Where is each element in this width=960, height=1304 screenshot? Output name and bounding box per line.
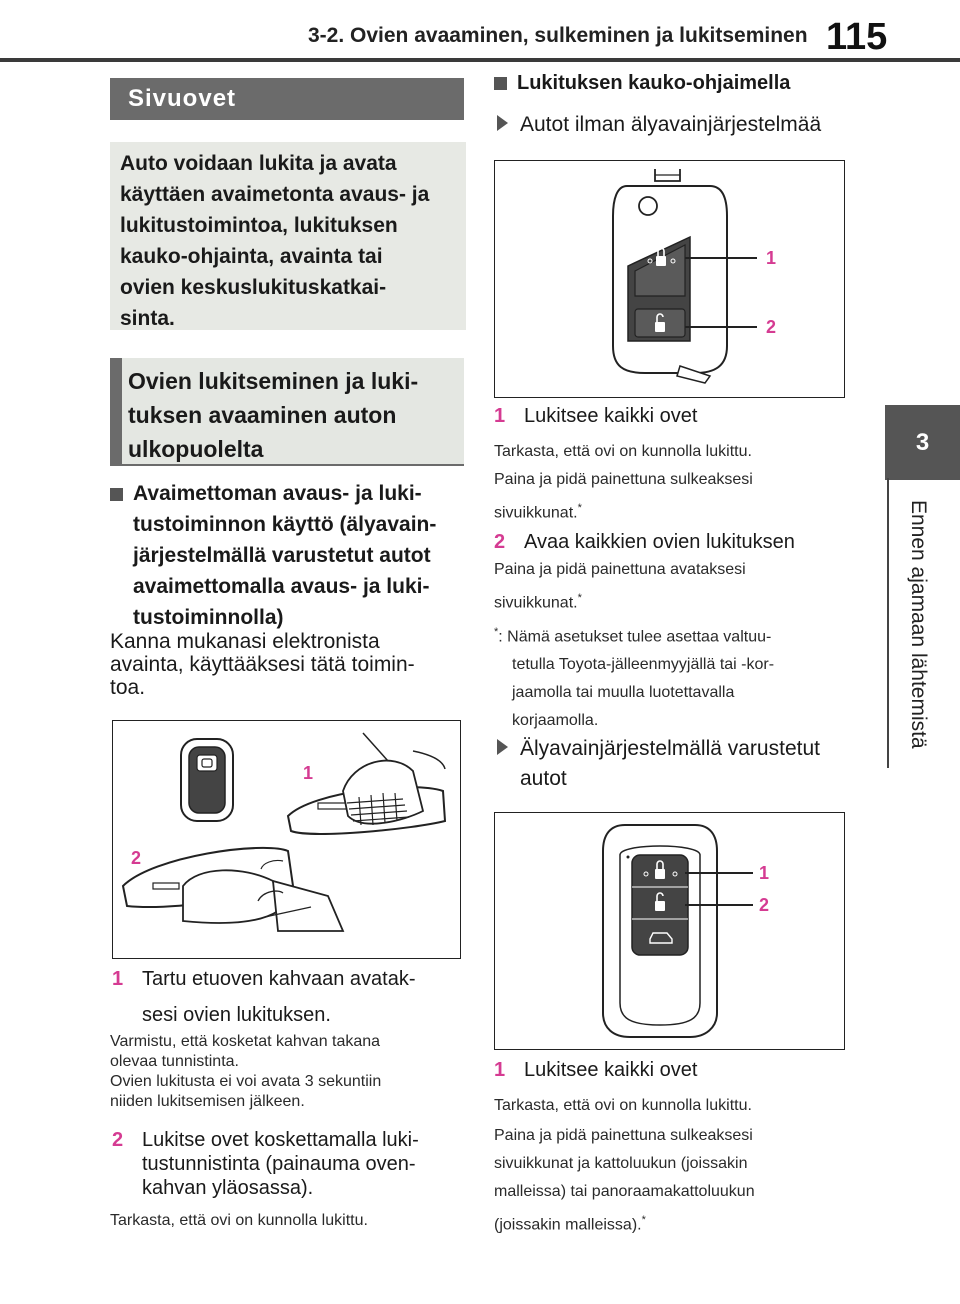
chapter-tab-rule: [887, 478, 889, 768]
step-text: Avaa kaikkien ovien lukituksen: [524, 531, 795, 553]
subsection-line: ulkopuolelta: [128, 436, 264, 462]
heading-line: avaimettomalla avaus- ja luki-: [133, 575, 430, 598]
step-text: sesi ovien lukituksen.: [142, 1004, 331, 1026]
step-number: 1: [494, 1059, 506, 1081]
subsection-line: Ovien lukitseminen ja luki-: [128, 368, 419, 394]
step-text: tustunnistinta (painauma oven-: [142, 1153, 416, 1175]
remote-step-1-note: [494, 438, 844, 527]
info-line: ovien keskuslukituskatkai-: [120, 276, 387, 299]
figure-label: 2: [759, 895, 770, 915]
step-2: [112, 1128, 462, 1200]
figure-label: 2: [766, 317, 777, 337]
heading-line: tustoiminnon käyttö (älyavain-: [133, 513, 437, 536]
subheading-smart-key: Älyavainjärjestelmällä varustetut autot: [497, 734, 847, 794]
flip-key-illustration: [495, 161, 843, 396]
heading-line: tustoiminnolla): [133, 606, 284, 629]
figure-flip-key: [494, 160, 845, 398]
info-line: käyttäen avaimetonta avaus- ja: [120, 183, 430, 206]
step-text: Lukitse ovet koskettamalla luki-: [142, 1129, 419, 1151]
note-line: Tarkasta, että ovi on kunnolla lukittu.: [494, 443, 752, 460]
remote-heading: Lukituksen kauko-ohjaimella: [494, 72, 790, 95]
square-bullet-icon: [110, 488, 123, 501]
subheading-no-smart-key: Autot ilman älyavainjärjestelmää: [497, 110, 847, 140]
note-line: Ovien lukitusta ei voi avata 3 sekuntiin: [110, 1073, 382, 1090]
footnote-marker: *: [494, 626, 499, 638]
note-line: Paina ja pidä painettuna sulkeaksesi: [494, 1127, 753, 1144]
footnote: [494, 618, 844, 735]
note-line: Paina ja pidä painettuna avataksesi: [494, 561, 746, 578]
note-line: sivuikkunat.: [494, 594, 578, 612]
remote-step-1: [494, 401, 844, 431]
figure-label: 1: [766, 248, 777, 268]
figure-smart-key: [494, 812, 845, 1050]
intro-line: toa.: [110, 676, 146, 699]
note-line: olevaa tunnistinta.: [110, 1053, 239, 1070]
header-rule: [0, 58, 960, 62]
footnote-marker: *: [641, 1214, 646, 1226]
footnote-line: korjaamolla.: [512, 712, 599, 730]
footnote-line: tetulla Toyota-jälleenmyyjällä tai -kor-: [512, 656, 775, 674]
chapter-tab-number: 3: [885, 405, 960, 480]
subsection-heading: [110, 358, 464, 464]
info-box: [110, 142, 466, 330]
figure-label: 1: [303, 763, 314, 783]
step-text: Lukitsee kaikki ovet: [524, 1059, 698, 1081]
figure-label: 1: [759, 863, 770, 883]
section-heading-sivuovet: Sivuovet: [110, 78, 464, 120]
subsection-underline: [110, 464, 464, 466]
note-line: malleissa) tai panoraamakattoluukun: [494, 1183, 755, 1200]
info-line: kauko-ohjainta, avainta tai: [120, 245, 383, 268]
chapter-tab-title: Ennen ajamaan lähtemistä: [907, 500, 930, 749]
step-text: Lukitsee kaikki ovet: [524, 405, 698, 427]
heading-line: Avaimettoman avaus- ja luki-: [133, 482, 422, 505]
smart-step-1: [494, 1055, 844, 1085]
heading-line: järjestelmällä varustetut autot: [133, 544, 431, 567]
note-line: Varmistu, että kosketat kahvan takana: [110, 1033, 381, 1050]
note-line: Paina ja pidä painettuna sulkeaksesi: [494, 471, 753, 488]
intro-paragraph: [110, 630, 460, 699]
note-line: (joissakin malleissa).: [494, 1216, 642, 1234]
note-line: sivuikkunat.: [494, 504, 578, 522]
smart-step-1-note: [494, 1092, 844, 1239]
footnote-marker: *: [577, 592, 582, 604]
figure-door-handle: [112, 720, 461, 959]
step-1-note: [110, 1032, 462, 1112]
footnote-line: : Nämä asetukset tulee asettaa valtuu-: [498, 628, 772, 646]
step-number: 1: [494, 405, 506, 427]
figure-label: 2: [131, 848, 142, 868]
step-number: 1: [112, 968, 124, 990]
intro-line: Kanna mukanasi elektronista: [110, 630, 380, 653]
step-2-note: Tarkasta, että ovi on kunnolla lukittu.: [110, 1212, 368, 1229]
remote-step-2-note: [494, 556, 844, 617]
step-number: 2: [112, 1129, 124, 1151]
step-number: 2: [494, 531, 506, 553]
page-number: 115: [826, 16, 888, 58]
step-1: [112, 964, 462, 1030]
info-line: sinta.: [120, 307, 175, 330]
keyless-heading: [110, 478, 466, 633]
note-line: Tarkasta, että ovi on kunnolla lukittu.: [494, 1097, 752, 1114]
subsection-line: tuksen avaaminen auton: [128, 402, 397, 428]
section-title: 3-2. Ovien avaaminen, sulkeminen ja lukitseminen: [308, 24, 808, 47]
step-text: kahvan yläosassa).: [142, 1177, 314, 1199]
note-line: niiden lukitsemisen jälkeen.: [110, 1093, 305, 1110]
note-line: sivuikkunat ja kattoluukun (joissakin: [494, 1155, 748, 1172]
remote-step-2: [494, 527, 844, 557]
triangle-bullet-icon: [497, 739, 508, 755]
info-line: lukitustoimintoa, lukituksen: [120, 214, 398, 237]
door-handle-illustration: [113, 721, 459, 957]
triangle-bullet-icon: [497, 115, 508, 131]
footnote-line: jaamolla tai muulla luotettavalla: [512, 684, 735, 702]
info-line: Auto voidaan lukita ja avata: [120, 152, 397, 175]
intro-line: avainta, käyttääksesi tätä toimin-: [110, 653, 415, 676]
smart-key-illustration: [495, 813, 843, 1048]
step-text: Tartu etuoven kahvaan avatak-: [142, 968, 416, 990]
square-bullet-icon: [494, 77, 507, 90]
footnote-marker: *: [577, 502, 582, 514]
